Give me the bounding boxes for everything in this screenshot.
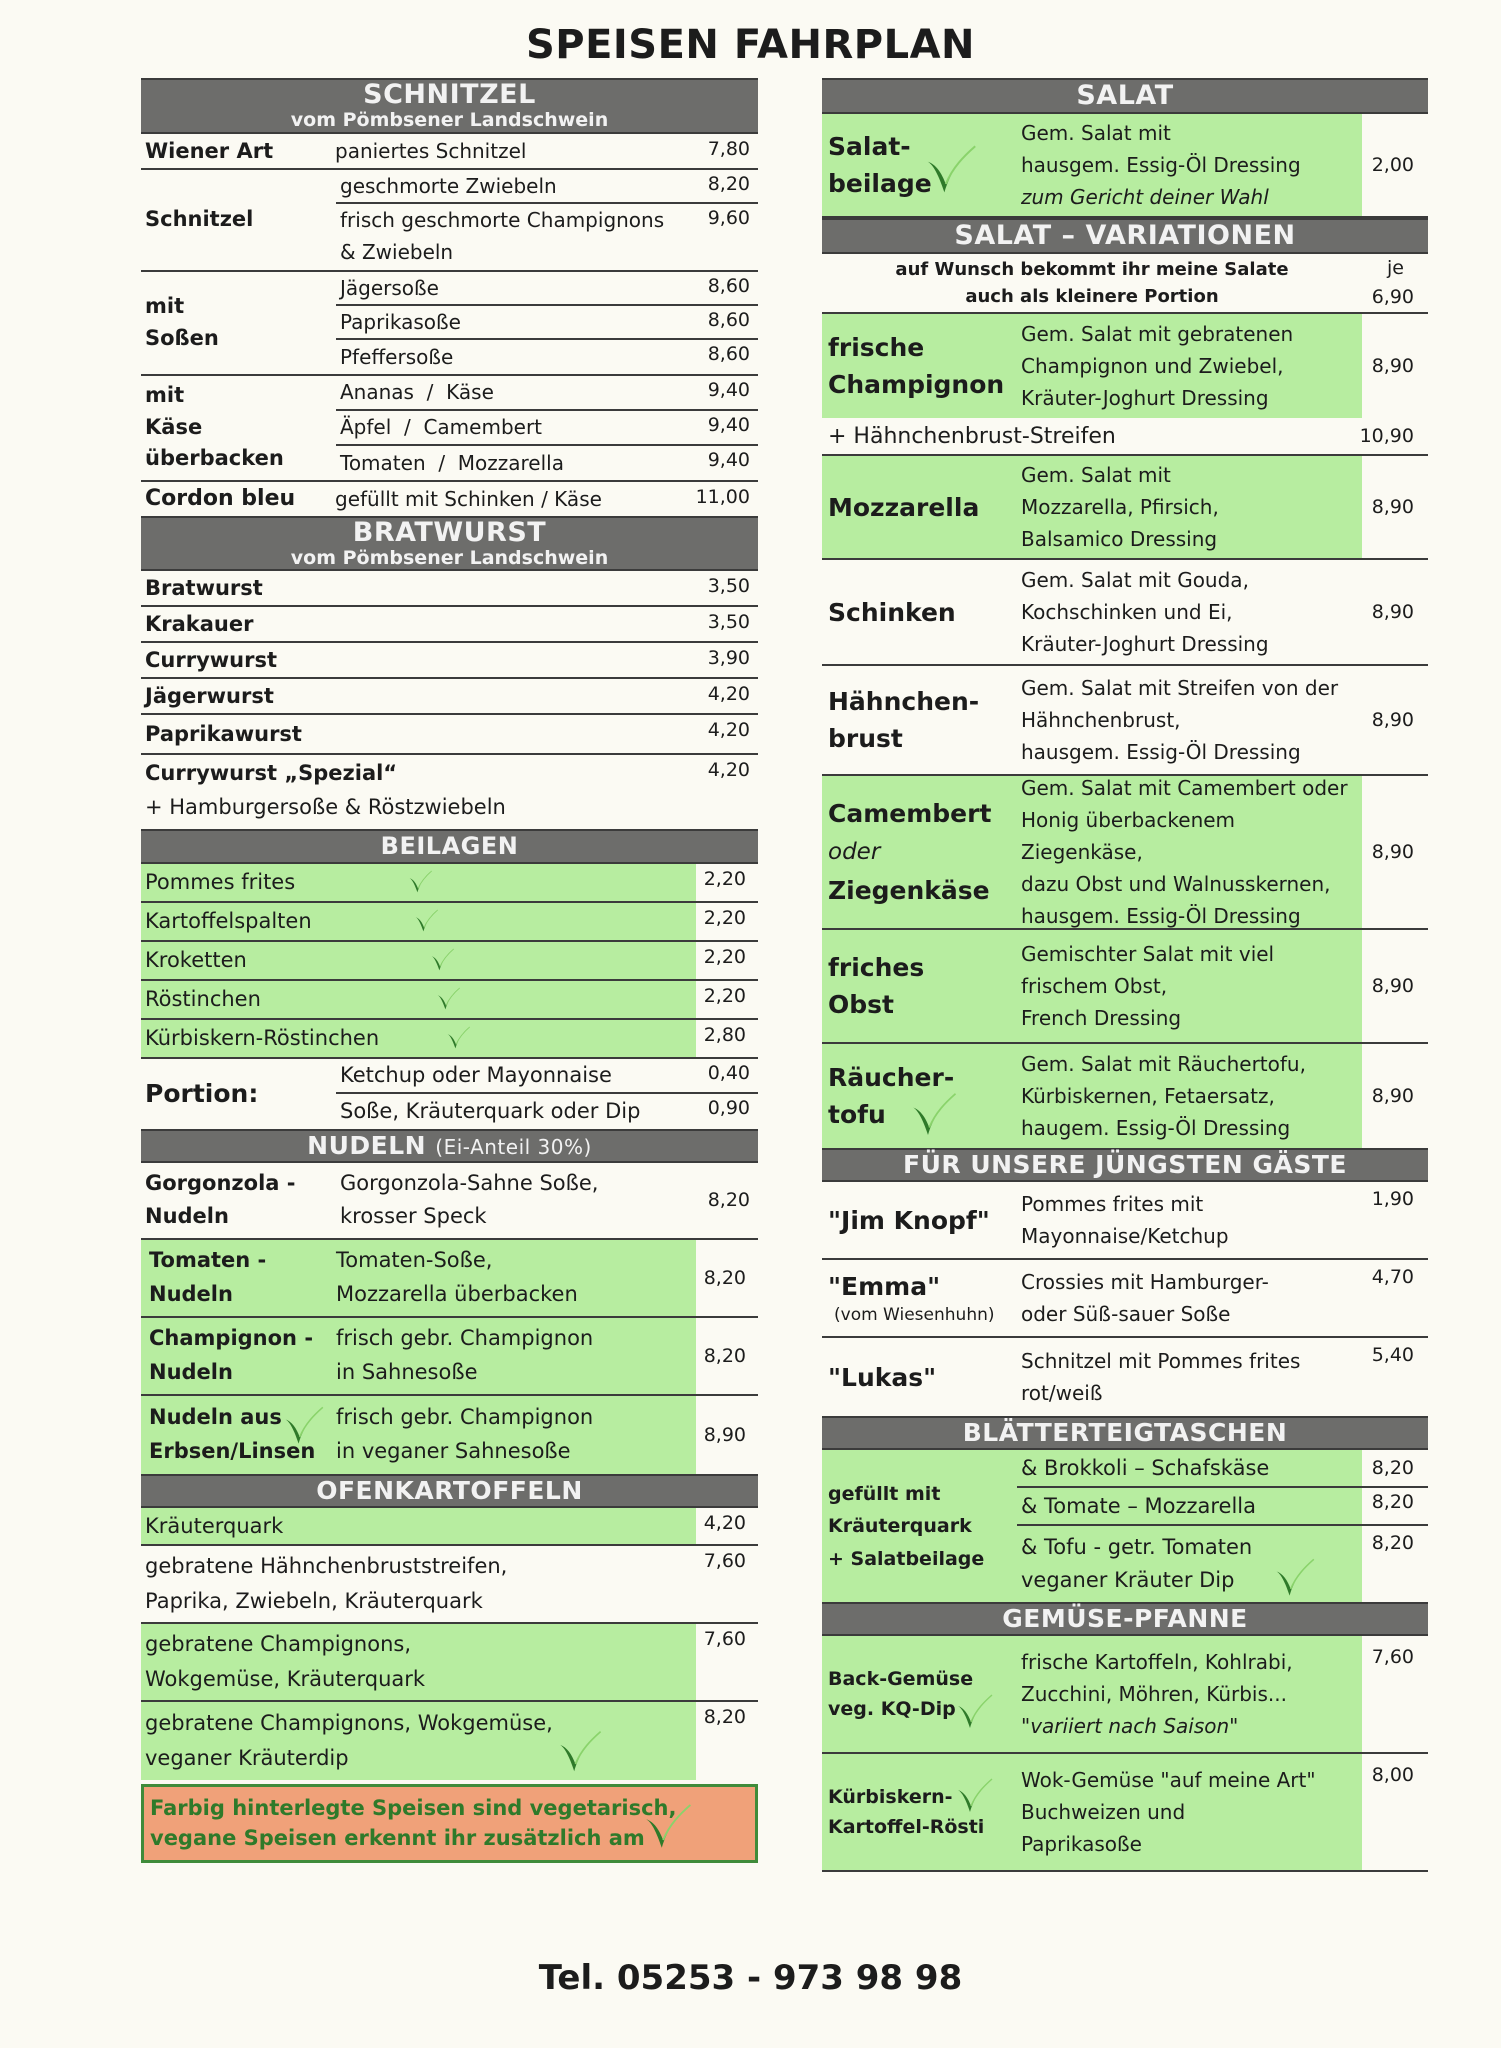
info-line: auch als kleinere Portion — [965, 286, 1219, 308]
sossen-group — [141, 272, 758, 376]
item-price: 2,20 — [703, 867, 746, 890]
sub-row — [336, 446, 758, 480]
item-name: Pommes frites — [145, 870, 296, 895]
item-desc: Buchweizen und — [1021, 1800, 1186, 1825]
item-name: Nudeln — [145, 1204, 229, 1229]
item-desc: gebratene Champignons, Wokgemüse, — [145, 1711, 553, 1736]
item-price: 8,20 — [703, 1705, 746, 1728]
item-desc: Kürbiskernen, Fetaersatz, — [1021, 1084, 1275, 1109]
item-price: 8,20 — [1371, 1457, 1414, 1480]
item-name: + Salatbeilage — [828, 1547, 985, 1570]
kids-row — [822, 1182, 1428, 1260]
beilage-row — [141, 864, 758, 903]
ofen-row — [141, 1508, 758, 1546]
item-name: frische — [828, 332, 925, 362]
item-name: Krakauer — [145, 612, 254, 636]
item-price: 2,20 — [703, 984, 746, 1007]
vegetarian-note — [141, 1784, 758, 1863]
item-price: 3,50 — [707, 575, 750, 597]
salat-row-haehnchenbrust — [822, 666, 1428, 776]
note-line: Farbig hinterlegte Speisen sind vegetarisch, — [150, 1795, 677, 1820]
sub-row — [336, 170, 758, 204]
ofenkartoffeln-header — [141, 1474, 758, 1508]
beilage-row — [141, 1020, 758, 1059]
vegan-leaf-icon — [435, 986, 461, 1012]
menu-row — [141, 715, 758, 755]
item-price: 9,60 — [707, 206, 750, 229]
item-name: Räucher- — [828, 1062, 955, 1092]
kids-header — [822, 1148, 1428, 1182]
vegan-leaf-icon — [922, 142, 978, 198]
group-name — [141, 272, 336, 374]
item-name: Kroketten — [145, 948, 247, 973]
kaese-group — [141, 376, 758, 482]
variationen-info — [822, 254, 1428, 314]
item-desc: frisch geschmorte Champignons & Zwiebeln — [340, 207, 665, 264]
item-desc: zum Gericht deiner Wahl — [1021, 185, 1269, 210]
item-name: "Emma" — [828, 1272, 941, 1302]
nudeln-title-note: (Ei-Anteil 30%) — [435, 1134, 592, 1159]
item-desc: Pommes frites mit — [1021, 1192, 1204, 1217]
bratwurst-subtitle: vom Pömbsener Landschwein — [290, 546, 609, 569]
item-name: Tomaten - — [149, 1248, 267, 1273]
item-price: 8,60 — [707, 342, 750, 365]
nudel-row — [141, 1396, 758, 1474]
nudeln-title-text: NUDELN — [307, 1130, 427, 1160]
item-price: 4,70 — [1371, 1266, 1414, 1289]
item-desc: + Hamburgersoße & Röstzwiebeln — [145, 794, 506, 819]
item-price: 0,40 — [707, 1061, 750, 1084]
item-desc: veganer Kräuter Dip — [1021, 1568, 1235, 1593]
item-desc: Wokgemüse, Kräuterquark — [145, 1666, 426, 1691]
blaetterteig-header — [822, 1416, 1428, 1450]
item-desc: Zucchini, Möhren, Kürbis... — [1021, 1682, 1287, 1707]
item-desc: frische Kartoffeln, Kohlrabi, — [1021, 1650, 1293, 1675]
item-desc: Kochschinken und Ei, — [1021, 600, 1233, 625]
nudeln-header — [141, 1129, 758, 1163]
item-price: 6,90 — [1371, 286, 1414, 309]
item-name: Kartoffelspalten — [145, 909, 312, 934]
group-name-line: mit — [145, 294, 185, 318]
item-price: 8,20 — [703, 1266, 746, 1289]
item-desc: Paprikasoße — [340, 309, 461, 334]
item-desc: Balsamico Dressing — [1021, 527, 1218, 552]
item-desc: Champignon und Zwiebel, — [1021, 354, 1284, 379]
item-desc: "variiert nach Saison" — [1021, 1714, 1239, 1739]
item-price: 8,60 — [707, 274, 750, 297]
item-price: 8,20 — [707, 1189, 750, 1212]
item-desc: French Dressing — [1021, 1006, 1182, 1031]
sub-row — [336, 204, 758, 270]
item-price: 2,00 — [1371, 154, 1414, 177]
bratwurst-header — [141, 516, 758, 572]
item-name: Obst — [828, 990, 894, 1020]
item-name: Kartoffel-Rösti — [828, 1816, 985, 1839]
item-desc: rot/weiß — [1021, 1381, 1103, 1406]
group-name — [141, 376, 336, 480]
item-desc: geschmorte Zwiebeln — [340, 173, 557, 198]
group-name-line: überbacken — [145, 446, 284, 471]
item-desc: frisch gebr. Champignon — [336, 1405, 594, 1430]
vegan-leaf-icon — [954, 1776, 994, 1816]
item-desc: Gem. Salat mit gebratenen — [1021, 322, 1294, 347]
item-desc: Gem. Salat mit Camembert oder — [1021, 776, 1348, 801]
group-name: Portion: — [145, 1079, 259, 1109]
item-name: friches — [828, 952, 925, 982]
beilagen-title: BEILAGEN — [380, 832, 519, 860]
item-desc: krosser Speck — [340, 1204, 487, 1229]
item-name: veg. KQ-Dip — [828, 1698, 956, 1721]
item-desc: veganer Kräuterdip — [145, 1745, 349, 1770]
item-name: Champignon - — [149, 1326, 314, 1351]
item-price: 2,80 — [703, 1023, 746, 1046]
menu-row-wiener — [141, 134, 758, 170]
item-price: 3,90 — [707, 647, 750, 669]
group-name-line: Käse — [145, 414, 203, 439]
item-desc: frisch gebr. Champignon — [336, 1326, 594, 1351]
gemuese-header — [822, 1604, 1428, 1636]
vegan-leaf-icon — [429, 947, 455, 973]
vegan-leaf-icon — [407, 869, 433, 895]
item-desc: Gem. Salat mit — [1021, 121, 1171, 146]
item-price: 8,90 — [1371, 496, 1414, 519]
item-desc: hausgem. Essig-Öl Dressing — [1021, 153, 1301, 178]
sub-row — [336, 1094, 758, 1129]
item-desc: Mozzarella überbacken — [336, 1281, 578, 1306]
item-desc: Ananas / Käse — [340, 380, 494, 404]
item-desc: hausgem. Essig-Öl Dressing — [1021, 904, 1301, 929]
item-desc: gefüllt mit Schinken / Käse — [335, 486, 602, 511]
item-price: 2,20 — [703, 906, 746, 929]
item-price: 0,90 — [707, 1096, 750, 1119]
item-name: Salat- — [828, 131, 911, 161]
item-price: 8,90 — [1371, 709, 1414, 732]
item-name: Ziegenkäse — [828, 875, 990, 905]
nudel-row — [141, 1240, 758, 1318]
item-price: 10,90 — [1359, 425, 1414, 448]
item-name: gefüllt mit — [828, 1483, 941, 1506]
item-name: Wiener Art — [145, 138, 274, 163]
item-name: Gorgonzola - — [145, 1170, 296, 1195]
salat-header — [822, 78, 1428, 114]
item-desc: Gorgonzola-Sahne Soße, — [340, 1170, 599, 1195]
ofen-row — [141, 1702, 758, 1780]
gemuese-title: GEMÜSE-PFANNE — [1002, 1604, 1248, 1634]
item-name: Röstinchen — [145, 987, 261, 1012]
blaetterteig-group — [822, 1450, 1428, 1604]
item-name: beilage — [828, 169, 932, 199]
item-desc: Wok-Gemüse "auf meine Art" — [1021, 1768, 1316, 1793]
item-price: 8,60 — [707, 308, 750, 331]
sub-row — [1017, 1526, 1428, 1602]
item-price: 5,40 — [1371, 1344, 1414, 1367]
bratwurst-title: BRATWURST — [352, 516, 547, 548]
schnitzel-group — [141, 170, 758, 272]
item-price: 9,40 — [707, 448, 750, 471]
item-desc: Jägersoße — [340, 275, 439, 300]
item-price: 8,90 — [1371, 975, 1414, 998]
gemuese-row — [822, 1754, 1428, 1872]
item-name: Kräuterquark — [828, 1515, 972, 1538]
item-desc: Gemischter Salat mit viel — [1021, 942, 1275, 967]
item-desc: Pfeffersoße — [340, 344, 454, 369]
variationen-header — [822, 218, 1428, 254]
sub-row — [336, 272, 758, 306]
menu-row — [141, 679, 758, 715]
beilage-row — [141, 981, 758, 1020]
item-name: Kürbiskern- — [828, 1786, 953, 1809]
menu-row-spezial — [141, 755, 758, 829]
item-name: "Jim Knopf" — [828, 1205, 990, 1235]
item-desc: Paprika, Zwiebeln, Kräuterquark — [145, 1588, 483, 1613]
item-desc: Mozzarella, Pfirsich, — [1021, 495, 1219, 520]
item-desc: Gem. Salat mit Streifen von der — [1021, 676, 1339, 701]
variationen-title: SALAT – VARIATIONEN — [954, 220, 1296, 252]
item-price: 7,60 — [1371, 1646, 1414, 1669]
item-name: Cordon bleu — [145, 486, 296, 511]
item-desc: Gem. Salat mit Räuchertofu, — [1021, 1052, 1306, 1077]
info-je: je — [1387, 257, 1404, 280]
menu-row-cordon — [141, 482, 758, 516]
item-name: Champignon — [828, 370, 1005, 400]
item-desc: Kräuter-Joghurt Dressing — [1021, 632, 1269, 657]
item-desc: Gem. Salat mit — [1021, 463, 1171, 488]
item-desc: Ketchup oder Mayonnaise — [340, 1063, 612, 1088]
item-desc: Tomaten / Mozzarella — [340, 450, 564, 475]
item-desc: & Tomate – Mozzarella — [1017, 1488, 1362, 1524]
item-price: 4,20 — [707, 759, 750, 781]
item-desc: & Brokkoli – Schafskäse — [1017, 1450, 1362, 1486]
item-price: 4,20 — [707, 719, 750, 741]
item-name: "Lukas" — [828, 1362, 937, 1392]
sub-row — [336, 306, 758, 340]
item-name: Kürbiskern-Röstinchen — [145, 1026, 380, 1051]
item-desc: Soße, Kräuterquark oder Dip — [340, 1099, 641, 1124]
sub-row — [336, 411, 758, 446]
item-name: Nudeln — [149, 1359, 233, 1384]
item-price: 8,90 — [1371, 601, 1414, 624]
group-name-line: mit — [145, 383, 185, 408]
salat-title: SALAT — [1076, 80, 1174, 111]
kids-title: FÜR UNSERE JÜNGSTEN GÄSTE — [903, 1150, 1347, 1180]
beilagen-header — [141, 829, 758, 864]
sub-row — [336, 340, 758, 374]
item-desc: Mayonnaise/Ketchup — [1021, 1224, 1229, 1249]
item-desc: haugem. Essig-Öl Dressing — [1021, 1116, 1291, 1141]
item-price: 8,20 — [1371, 1532, 1414, 1555]
ofenkartoffeln-title: OFENKARTOFFELN — [316, 1475, 583, 1505]
item-name: Paprikawurst — [145, 722, 302, 746]
group-name: Schnitzel — [145, 206, 254, 231]
item-desc: frischem Obst, — [1021, 974, 1168, 999]
group-name-line: Soßen — [145, 325, 219, 350]
item-desc: Kräuter-Joghurt Dressing — [1021, 386, 1269, 411]
item-price: 4,20 — [703, 1511, 746, 1534]
salat-row-camembert — [822, 776, 1428, 930]
item-desc: Honig überbackenem Ziegenkäse, — [1021, 808, 1236, 865]
item-desc: + Hähnchenbrust-Streifen — [828, 423, 1116, 449]
vegan-leaf-icon — [1272, 1556, 1316, 1600]
nudeln-title — [141, 1132, 758, 1160]
vegan-leaf-icon — [954, 1692, 994, 1732]
item-desc: Crossies mit Hamburger- — [1021, 1270, 1269, 1295]
sub-row — [336, 1059, 758, 1094]
vegan-leaf-icon — [555, 1728, 603, 1776]
item-price: 8,90 — [1371, 1085, 1414, 1108]
vegan-leaf-icon — [413, 908, 439, 934]
left-column — [141, 78, 758, 1863]
item-name: Jägerwurst — [145, 684, 274, 708]
item-desc: oder Süß-sauer Soße — [1021, 1302, 1231, 1327]
item-name: Schinken — [828, 597, 956, 627]
kids-row — [822, 1338, 1428, 1416]
ofen-row — [141, 1624, 758, 1702]
item-price: 8,20 — [703, 1344, 746, 1367]
item-name: Camembert — [828, 799, 992, 829]
salat-row-champignon — [822, 314, 1428, 418]
nudel-row — [141, 1318, 758, 1396]
item-name: brust — [828, 724, 903, 754]
item-price: 7,60 — [703, 1549, 746, 1572]
kids-row — [822, 1260, 1428, 1338]
item-sub: (vom Wiesenhuhn) — [834, 1305, 995, 1326]
item-price: 7,80 — [707, 137, 750, 160]
item-desc: & Tofu - getr. Tomaten — [1021, 1534, 1253, 1559]
phone-number: Tel. 05253 - 973 98 98 — [538, 1958, 963, 1998]
item-desc: Gem. Salat mit Gouda, — [1021, 568, 1249, 593]
item-name: Mozzarella — [828, 492, 980, 522]
item-name: tofu — [828, 1100, 886, 1130]
salat-row-tofu — [822, 1044, 1428, 1148]
beilage-row — [141, 903, 758, 942]
right-column — [822, 78, 1428, 1872]
item-name: oder — [828, 839, 881, 866]
item-name: Bratwurst — [145, 576, 263, 600]
vegan-leaf-icon — [641, 1801, 693, 1853]
item-price: 8,90 — [703, 1423, 746, 1446]
item-text — [141, 755, 700, 824]
menu-row — [141, 607, 758, 643]
info-line: auf Wunsch bekommt ihr meine Salate — [895, 258, 1289, 280]
item-name: Currywurst „Spezial“ — [145, 761, 398, 785]
item-desc: Tomaten-Soße, — [336, 1248, 493, 1273]
schnitzel-header — [141, 78, 758, 134]
item-price: 3,50 — [707, 611, 750, 633]
menu-row — [141, 643, 758, 679]
item-desc: Schnitzel mit Pommes frites — [1021, 1349, 1301, 1374]
item-name: Back-Gemüse — [828, 1668, 974, 1691]
nudel-row — [141, 1163, 758, 1240]
ofen-row — [141, 1546, 758, 1624]
sub-row — [1017, 1450, 1428, 1488]
sub-row — [336, 376, 758, 411]
salat-row-haehnchen-extra — [822, 418, 1428, 456]
item-desc: paniertes Schnitzel — [335, 138, 527, 163]
sub-row — [1017, 1488, 1428, 1526]
item-desc: in Sahnesoße — [336, 1359, 478, 1384]
menu-row — [141, 571, 758, 607]
blaetterteig-title: BLÄTTERTEIGTASCHEN — [962, 1418, 1288, 1448]
item-price: 8,20 — [1371, 1491, 1414, 1514]
item-name: Nudeln — [149, 1281, 233, 1306]
item-desc: in veganer Sahnesoße — [336, 1438, 571, 1463]
item-desc: Kräuterquark — [141, 1508, 696, 1544]
item-price: 8,20 — [707, 172, 750, 195]
vegan-leaf-icon — [281, 1404, 325, 1448]
item-name: Erbsen/Linsen — [149, 1438, 316, 1463]
item-name: Hähnchen- — [828, 686, 980, 716]
salat-beilage-row — [822, 114, 1428, 218]
item-price: 8,90 — [1371, 355, 1414, 378]
item-price: 4,20 — [707, 683, 750, 705]
item-desc: gebratene Hähnchenbruststreifen, — [145, 1554, 508, 1579]
item-price: 9,40 — [707, 413, 750, 436]
item-name: Currywurst — [145, 648, 278, 672]
item-price: 1,90 — [1371, 1188, 1414, 1211]
schnitzel-subtitle: vom Pömbsener Landschwein — [290, 109, 609, 132]
salat-row-schinken — [822, 560, 1428, 666]
schnitzel-title: SCHNITZEL — [363, 79, 536, 110]
salat-row-mozzarella — [822, 456, 1428, 560]
item-desc: hausgem. Essig-Öl Dressing — [1021, 740, 1301, 765]
item-desc: Paprikasoße — [1021, 1832, 1142, 1857]
item-price: 11,00 — [695, 485, 750, 508]
note-line: vegane Speisen erkennt ihr zusätzlich am — [150, 1826, 645, 1851]
item-price: 9,40 — [707, 378, 750, 401]
vegan-leaf-icon — [445, 1025, 471, 1051]
item-price: 2,20 — [703, 945, 746, 968]
blaetterteig-name — [822, 1450, 1017, 1602]
page-title: SPEISEN FAHRPLAN — [525, 22, 976, 68]
item-price: 7,60 — [703, 1627, 746, 1650]
portion-group — [141, 1059, 758, 1129]
item-desc: Hähnchenbrust, — [1021, 708, 1181, 733]
item-desc: gebratene Champignons, — [145, 1632, 412, 1657]
item-name: Nudeln aus — [149, 1405, 282, 1430]
vegan-leaf-icon — [908, 1090, 958, 1140]
item-desc: Äpfel / Camembert — [340, 415, 543, 439]
gemuese-row — [822, 1636, 1428, 1754]
item-price: 8,90 — [1371, 841, 1414, 864]
beilage-row — [141, 942, 758, 981]
item-desc: dazu Obst und Walnusskernen, — [1021, 872, 1331, 897]
item-price: 8,00 — [1371, 1764, 1414, 1787]
salat-row-obst — [822, 930, 1428, 1044]
